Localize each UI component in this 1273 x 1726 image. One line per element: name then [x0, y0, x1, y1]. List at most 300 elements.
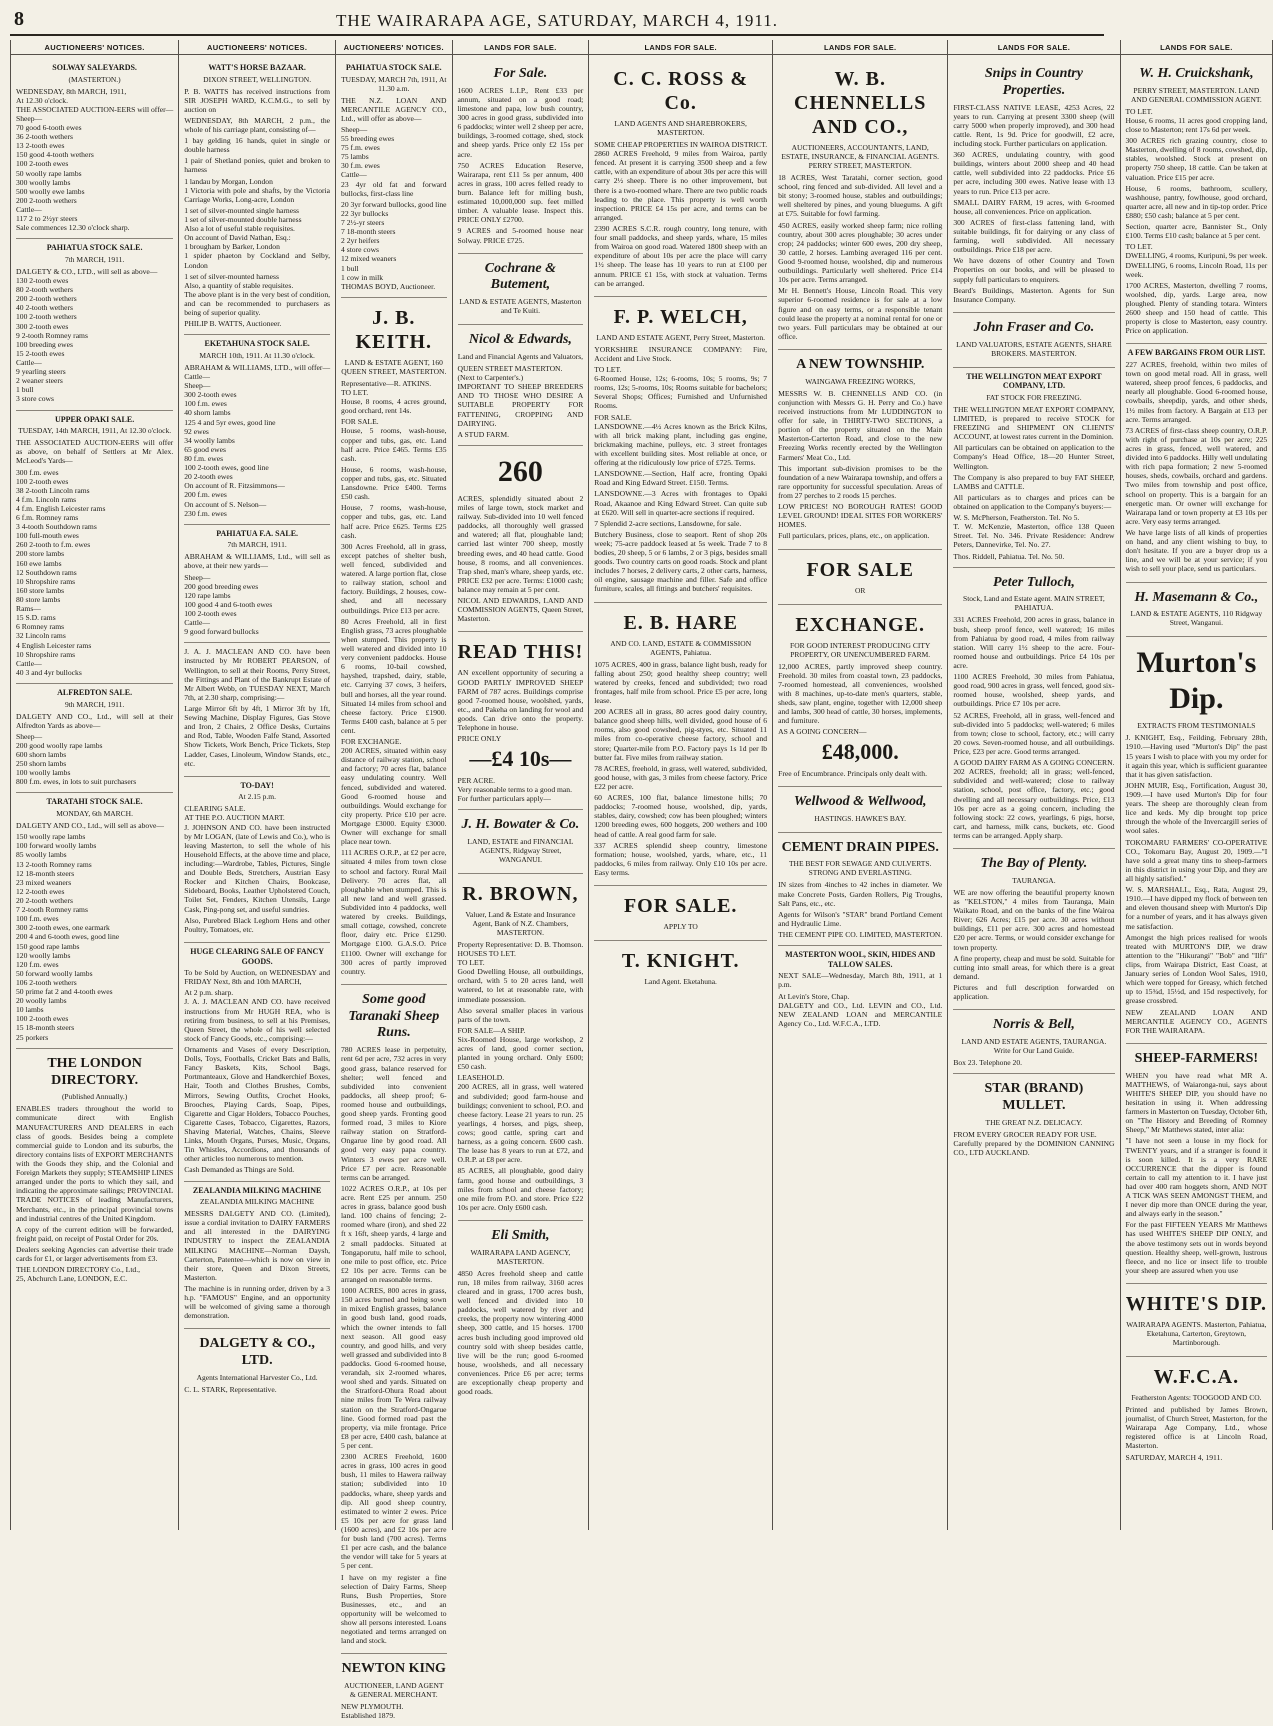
advertisement — [778, 946, 942, 1036]
ad-text: 80 2-tooth wethers — [16, 285, 173, 294]
ad-text: 250 shorn lambs — [16, 759, 173, 768]
ad-text: 12 18-month steers — [16, 869, 173, 878]
ad-text: 7 18-month steers — [341, 227, 446, 236]
ad-text: 1 landau by Morgan, London — [184, 177, 330, 186]
ad-subheading: TAURANGA. — [953, 876, 1114, 885]
ad-subheading: MARCH 10th, 1911. At 11.30 o'clock. — [184, 351, 330, 360]
ad-subheading: Land Agent. Eketahuna. — [594, 977, 767, 986]
advertisement — [16, 411, 173, 684]
advertisement — [594, 297, 767, 603]
ad-text: 50 woolly rape lambs — [16, 169, 173, 178]
advertisement — [341, 985, 446, 1655]
ad-text: 6 Romney rams — [16, 622, 173, 631]
ad-text: 200 4 and 6-tooth ewes, good line — [16, 932, 173, 941]
ad-text: Cattle— — [16, 659, 173, 668]
ad-text: AN excellent opportunity of securing a GOOD PARTLY IMPROVED SHEEP FARM of 787 acres. Buildings comprise good 7-roomed house, woolshed, yards, etc., and Pakeha on landing for wool and goods. Can drive onto the property. Telephone in house. — [458, 668, 584, 732]
ad-text: 100 good 4 and 6-tooth ewes — [184, 600, 330, 609]
ad-text: 85 woolly lambs — [16, 850, 173, 859]
ad-text: 1 Victoria with pole and shafts, by the Victoria Carriage Works, Long-acre, London — [184, 186, 330, 204]
ad-text: House, 7 rooms, wash-house, copper and tubs, gas, etc. Land half acre. Price £625. Terms £25 cash. — [341, 503, 446, 539]
ad-text: £48,000. — [778, 739, 942, 765]
ad-text: FIRST-CLASS NATIVE LEASE, 4253 Acres, 22 years to run. Carrying at present 3300 sheep (will carry 5000 when properly improved), and 300 head cattle. Rent, 1s 9d. Price for goodwill, £2 acre, including stock. Further particulars on application. — [953, 103, 1114, 149]
ad-text: MESSRS W. B. CHENNELLS AND CO. (in conjunction with Messrs G. H. Perry and Co.) have received instructions from Mr LUDDINGTON to offer for sale, in THIRTY-TWO SECTIONS, a portion of the property situated on the Main Masterton-Carterton Road, and close to the new Freezing Works recently erected by the Wellington Farmers' Meat Co., Ltd. — [778, 389, 942, 462]
ad-text: 3 store cows — [16, 394, 173, 403]
ad-text: 1 cow in milk — [341, 273, 446, 282]
ad-text: 55 breeding ewes — [341, 134, 446, 143]
ad-text: 6 f.m. Romney rams — [16, 513, 173, 522]
ad-text: Representative—R. ATKINS. — [341, 379, 446, 388]
ad-text: 130 2-tooth ewes — [16, 276, 173, 285]
ad-text: Sheep— — [184, 573, 330, 582]
ad-text: 100 full-mouth ewes — [16, 531, 173, 540]
ad-text: Agents for Wilson's "STAR" brand Portland Cement and Hydraulic Lime. — [778, 910, 942, 928]
ad-text: 100 f.m. ewes — [184, 399, 330, 408]
ad-text: Sheep— — [16, 114, 173, 123]
ad-text: 750 ACRES Education Reserve, Wairarapa, rent £11 5s per annum, 400 acres in grass, 100 acres felled ready to burn. Balance left for milling bush, estimated 10,000,000 sup. feet milled timber. A valuable lease. Inspect this. PRICE ONLY £2700. — [458, 161, 584, 225]
column-header: LANDS FOR SALE. — [773, 40, 947, 55]
ad-text: TO LET. — [1126, 107, 1268, 116]
ad-text: 20 2-tooth wethers — [16, 896, 173, 905]
advertisement — [184, 777, 330, 943]
ad-text: 100 2-tooth ewes — [16, 477, 173, 486]
ad-heading: PAHIATUA STOCK SALE. — [341, 63, 446, 73]
ad-text: Carefully prepared by the DOMINION CANNING CO., LTD AUCKLAND. — [953, 1139, 1114, 1157]
ad-text: 60 ACRES, 100 flat, balance limestone hills; 70 paddocks; 7-roomed house, woolshed, dip, yards, stables, dairy, cowshed; cow has been ploughed; winters 1200 breeding ewes, 600 hoggets, 200 wethers and 100 head of cattle. A real good farm for sale. — [594, 793, 767, 839]
ad-text: 200 ACRES, situated within easy distance of railway station, school and factory; 70 acres flat, balance easy undulating country. Well fenced, subdivided and watered. Good 6-roomed house and outbuildings. Would exchange for city property. Price £10 per acre. Mortgage £3000. Equity £3000. Owner will exchange for small place near town. — [341, 746, 446, 846]
ad-text: WHEN you have read what MR A. MATTHEWS, of Waiaronga-nui, says about WHITE'S SHEEP DIP, you should have no hesitation in using it. When addressing farmers in Masterton on Tuesday, October 6th, on "The History and Breeding of Romney Sheep," Mr Matthews stated, inter alia: — [1126, 1071, 1268, 1135]
ad-subheading: WAIRARAPA AGENTS. Masterton, Pahiatua, Eketahuna, Carterton, Greytown, Martinborough. — [1126, 1320, 1268, 1347]
ad-text: Sheep— — [341, 125, 446, 134]
ad-text: 1022 ACRES O.R.P., at 10s per acre. Rent £25 per annum. 250 acres in grass, balance good bush land. 100 chains of fencing; 2-roomed whare (iron), and shed 22 ft x 16ft, sheep yards, 4 large and 2 small paddocks. Situated at Tongaporutu, half mile to school, one mile to post office, etc. Price £2 10s per acre. Terms can be arranged on reasonable terms. — [341, 1184, 446, 1284]
ad-text: On account of David Nathan, Esq.: — [184, 233, 330, 242]
ad-text: TO LET. — [1126, 242, 1268, 251]
ad-text: 15 S.D. rams — [16, 613, 173, 622]
ad-text: 23 mixed weaners — [16, 878, 173, 887]
ad-text: 100 woolly lambs — [16, 768, 173, 777]
ad-text: ENABLES traders throughout the world to communicate direct with English MANUFACTURERS AND DEALERS in each class of goods. Besides being a complete commercial guide to London and its suburbs, the directory contains lists of EXPORT MERCHANTS with the Goods they ship, and the Colonial and Foreign Markets they supply; STEAMSHIP LINES arranged under the ports to which they sail, and indicating the approximate sailings; PROVINCIAL TRADE NOTICES of leading Manufacturers, Merchants, etc., in the principal provincial towns and industrial centres of the United Kingdom. — [16, 1104, 173, 1222]
ad-text: 1075 ACRES, 400 in grass, balance light bush, ready for falling about 250; good healthy sheep country; well watered by creeks, fenced and subdivided; two road frontages, half mile from school. Price £5 per acre, long lease. — [594, 660, 767, 706]
advertisement — [594, 941, 767, 995]
ad-text: 600 shorn lambs — [16, 750, 173, 759]
ad-text: Section, quarter acre, Bannister St., Only £100. Terms £10 cash; balance at 5 per cent. — [1126, 222, 1268, 240]
ad-text: 1 bull — [341, 264, 446, 273]
ad-text: Sale commences 12.30 o'clock sharp. — [16, 223, 173, 232]
ad-text: 2860 ACRES Freehold, 9 miles from Wairoa, partly fenced. At present it is carrying 3500 sheep and a few cattle, with an expenditure of about 30s per acre this will carry 2½ sheep. There is no other improvement, but there is a two-roomed whare. There are two public roads leading to the place. This property is well worth inspection. PRICE £4 15s per acre, and terms can be arranged. — [594, 149, 767, 222]
ad-text: SMALL DAIRY FARM, 19 acres, with 6-roomed house, all conveniences. Price on application. — [953, 198, 1114, 216]
advertisement — [1126, 59, 1268, 344]
ad-text: 15 18-month steers — [16, 1023, 173, 1032]
ad-subheading: LAND AGENTS AND SHAREBROKERS, MASTERTON. — [594, 119, 767, 137]
ad-text: IMPORTANT TO SHEEP BREEDERS AND TO THOSE WHO DESIRE A SUITABLE PROPERTY FOR FATTENING, CROPPING AND DAIRYING. — [458, 382, 584, 428]
advertisement — [1126, 344, 1268, 582]
ad-text: This important sub-division promises to be the foundation of a new Wairarapa township, and offers a rare opportunity for successful speculation. Areas of from 27 perches to 2 roods 15 perches. — [778, 464, 942, 500]
ad-text: 4850 Acres freehold sheep and cattle run, 18 miles from railway, 3160 acres cleared and in grass, 1700 acres bush, well fenced and divided into 10 paddocks, well watered by river and creeks, the property now wintering 4000 sheep, 300 cattle, and 15 horses. 1700 acres bush including good improved old country sold with sheep besides cattle, live will be the run; good 6-roomed house, woolsheds, and all necessary conveniences. Price £6 per acre; terms are exceptionally cheap property and good roads. — [458, 1269, 584, 1397]
advertisement — [341, 1654, 446, 1726]
ad-text: 13 2-tooth ewes — [16, 141, 173, 150]
ad-text: 10 lambs — [16, 1005, 173, 1014]
ad-text: 200 good woolly rape lambs — [16, 741, 173, 750]
ad-text: House, 8 rooms, 4 acres ground, good orchard, rent 14s. — [341, 397, 446, 415]
ad-text: P. B. WATTS has received instructions from SIR JOSEPH WARD, K.C.M.G., to sell by auction on — [184, 87, 330, 114]
advertisement — [458, 1221, 584, 1404]
column-7 — [948, 40, 1120, 1530]
ad-text: Large Mirror 6ft by 4ft, 1 Mirror 3ft by 1ft, Sewing Machine, Display Figures, Gas Stove and Iron, 2 Chairs, 2 Office Desks, Curtains and Rod, Table, Wooden Falfe Stand, Assorted Show Tickets, Work Bench, Price Tickets, Step Ladder, Cases, Linoleum, Window Stands, etc., etc. — [184, 704, 330, 768]
ad-subheading: LAND AND ESTATE AGENTS, TAURANGA. Write for Our Land Guide. — [953, 1037, 1114, 1055]
ad-subheading: AUCTIONEER, LAND AGENT & GENERAL MERCHANT. — [341, 1681, 446, 1699]
ad-text: THE ASSOCIATED AUCTION-EERS will offer— — [16, 105, 173, 114]
ad-text: 800 f.m. ewes, in lots to suit purchasers — [16, 777, 173, 786]
ad-text: HOUSES TO LET. — [458, 949, 584, 958]
ad-text: THE ASSOCIATED AUCTION-EERS will offer as above, on behalf of Settlers at Mr Alex. McLeod's Yards— — [16, 438, 173, 465]
page-number: 8 — [14, 8, 54, 31]
ad-text: SATURDAY, MARCH 4, 1911. — [1126, 1453, 1268, 1462]
ad-text: SOME CHEAP PROPERTIES IN WAIROA DISTRICT. — [594, 140, 767, 149]
ad-text: 9 good forward bullocks — [184, 627, 330, 636]
ad-heading: THE LONDON DIRECTORY. — [16, 1056, 173, 1090]
ad-subheading: APPLY TO — [594, 922, 767, 931]
ad-text: LOW PRICES! NO BOROUGH RATES! GOOD LEVEL GROUND! IDEAL SITES FOR WORKERS' HOMES. — [778, 502, 942, 529]
advertisement — [341, 59, 446, 298]
advertisement — [1126, 1357, 1268, 1468]
ad-text: 7 Splendid 2-acre sections, Lansdowne, for sale. — [594, 519, 767, 528]
ad-text: PHILIP B. WATTS, Auctioneer. — [184, 319, 330, 328]
ad-heading: DALGETY & CO., LTD. — [184, 1336, 330, 1370]
ad-text: 200 ACRES all in grass, 80 acres good dairy country, balance good sheep hills, well divided, good house of 6 rooms, also good cowshed, pig-styes, etc. Situated 11 miles from co-operative cheese factory, school and store; Quarter-mile from P.O. Factory pays 1s 1d per lb butter fat. Five miles from railway station. — [594, 707, 767, 762]
advertisement — [778, 59, 942, 350]
ad-text: 100 f.m. ewes — [16, 914, 173, 923]
ad-text: NEW ZEALAND LOAN AND MERCANTILE AGENCY CO., AGENTS FOR THE WAIRARAPA. — [1126, 1008, 1268, 1035]
ad-text: 1 set of silver-mounted double harness — [184, 215, 330, 224]
ad-heading: Murton's Dip. — [1126, 645, 1268, 717]
ad-text: THE WELLINGTON MEAT EXPORT COMPANY, LIMITED, is prepared to receive STOCK for FREEZING and SHIPMENT ON CLIENTS' ACCOUNT, at lowest rates current in the Dominion. — [953, 405, 1114, 441]
ad-heading: FOR SALE — [778, 558, 942, 582]
ad-text: For further particulars apply— — [458, 794, 584, 803]
ad-text: Also several smaller places in various parts of the town. — [458, 1006, 584, 1024]
ad-text: CLEARING SALE. — [184, 804, 330, 813]
ad-heading: T. KNIGHT. — [594, 949, 767, 973]
ad-text: 2 2yr heifers — [341, 236, 446, 245]
advertisement — [458, 446, 584, 633]
ad-text: Butchery Business, close to seaport. Rent of shop 20s week; 75-acre paddock leased at 5s week. Trade 7 to 8 bodies, 20 sheep, 5 or 6 lambs, 2 or 3 pigs, besides small goods. Two country carts on good roads. Stock and plant includes 7 horses, 2 delivery carts, 2 other carts, harness, oil engine, sausage machine and filler. Safe and office furniture, scales, all fittings and butchers' requisites. — [594, 530, 767, 594]
ad-text: A fine property, cheap and must be sold. Suitable for cutting into small areas, for which there is a great demand. — [953, 954, 1114, 981]
ad-text: We have dozens of other Country and Town Properties on our books, and will be pleased to supply full particulars to enquirers. — [953, 256, 1114, 283]
ad-heading: A FEW BARGAINS FROM OUR LIST. — [1126, 348, 1268, 358]
column-header: LANDS FOR SALE. — [453, 40, 589, 55]
column-1 — [11, 40, 179, 1530]
ad-heading: John Fraser and Co. — [953, 320, 1114, 337]
ad-text: 1 brougham by Barker, London — [184, 242, 330, 251]
ad-text: 12 mixed weaners — [341, 254, 446, 263]
ad-text: 70 good 6-tooth ewes — [16, 123, 173, 132]
advertisement — [778, 833, 942, 946]
ad-text: 300 2-tooth ewes, one earmark — [16, 923, 173, 932]
ad-text: 7 2-tooth Romney rams — [16, 905, 173, 914]
ad-text: DWELLING, 4 rooms, Kuripuni, 9s per week. — [1126, 251, 1268, 260]
ad-text: Ornaments and Vases of every Description, Dolls, Toys, Footballs, Cricket Bats and Balls, Fancy Baskets, Kits, School Bags, Portmanteaux, Glove and Handkerchief Boxes, Hair, Tooth and Clothes Brushes, Combs, Mirrors, Sewing Outfits, Crochet Hooks, Brooches, Playing Cards, Soap, Pipes, Cigarette and Cigar Holders, Tobacco Pouches, Cigarette Cases, Tobacco, Cigarettes, Razors, Shaving Material, Watches, Chains, Sleeve Links, Mouth Organs, Purses, Music, Organs, Tin Whistles, Accordions, and thousands of other articles too numerous to mention. — [184, 1045, 330, 1163]
ad-text: 200 2-tooth wethers — [16, 294, 173, 303]
ad-text: To be Sold by Auction, on WEDNESDAY and FRIDAY Next, 8th and 10th MARCH, — [184, 968, 330, 986]
ad-text: All particulars can be obtained on application to the Company's Head Office, 18—20 Hunter Street, Wellington. — [953, 443, 1114, 470]
ad-heading: WHITE'S DIP. — [1126, 1292, 1268, 1316]
masthead — [10, 10, 1104, 36]
ad-text: ABRAHAM & WILLIAMS, Ltd., will sell as above, at their new yards— — [184, 552, 330, 570]
advertisement — [184, 1182, 330, 1330]
ad-text: T. W. McKenzie, Masterton, office 138 Queen Street. Tel. No. 346. Private Residence: Andrew Peters, Dannevirke, Tel. No. 27. — [953, 522, 1114, 549]
ad-text: 227 ACRES, freehold, within two miles of town on good metal road. All in grass, well watered, sheep proof fences, 6 paddocks, and nearly all ploughable. Good 6-roomed house, cowbails, sheepdip, yards, and other sheds, 1½ miles from factory. A Bargain at £13 per acre. Terms arranged. — [1126, 360, 1268, 424]
ad-text: ACRES, splendidly situated about 2 miles of large town, stock market and railway. Sub-divided into 10 well fenced paddocks, all thoroughly well grassed and watered; all flat, ploughable land; carried last winter 700 sheep, mostly breeding ewes, and 40 head cattle. Good house, 8 rooms, and all conveniences. Trap shed, man's whare, sheep yards, etc. PRICE £32 per acre. Terms: £1000 cash; balance may remain at 5 per cent. — [458, 494, 584, 594]
ad-text: 120 rape lambs — [184, 591, 330, 600]
ad-text: 65 good ewes — [184, 445, 330, 454]
ad-heading: A NEW TOWNSHIP. — [778, 357, 942, 374]
ad-text: 25, Abchurch Lane, LONDON, E.C. — [16, 1274, 173, 1283]
ad-text: DWELLING, 6 rooms, Lincoln Road, 11s per week. — [1126, 261, 1268, 279]
ad-text: At 2 p.m. sharp. — [184, 988, 330, 997]
ad-subheading: Featherston Agents: TOOGOOD AND CO. — [1126, 1393, 1268, 1402]
ad-heading: WATT'S HORSE BAZAAR. — [184, 63, 330, 73]
ad-text: WEDNESDAY, 8th MARCH, 2 p.m., the whole of his carriage plant, consisting of— — [184, 116, 330, 134]
ad-subheading: (Published Annually.) — [16, 1092, 173, 1101]
column-header: LANDS FOR SALE. — [589, 40, 772, 55]
column-header: AUCTIONEERS' NOTICES. — [179, 40, 335, 55]
ad-subheading: TUESDAY, MARCH 7th, 1911, At 11.30 a.m. — [341, 75, 446, 93]
ad-heading: UPPER OPAKI SALE. — [16, 415, 173, 425]
ad-text: 78 ACRES, freehold, in grass, well watered, subdivided, good house, with gas, 3 miles from cheese factory. Price £22 per acre. — [594, 764, 767, 791]
ad-text: 300 2-tooth ewes — [16, 322, 173, 331]
ad-text: 13 2-tooth Romney rams — [16, 860, 173, 869]
ad-text: 300 woolly lambs — [16, 178, 173, 187]
ad-heading: ALFREDTON SALE. — [16, 688, 173, 698]
ad-text: 3 4-tooth Southdown rams — [16, 522, 173, 531]
ad-text: 40 3 and 4yr bullocks — [16, 668, 173, 677]
ad-heading: CEMENT DRAIN PIPES. — [778, 840, 942, 857]
ad-text: 117 2 to 2½yr steers — [16, 214, 173, 223]
ad-text: 4 English Leicester rams — [16, 641, 173, 650]
ad-heading: F. P. WELCH, — [594, 305, 767, 329]
column-2 — [179, 40, 336, 1530]
ad-text: —£4 10s— — [458, 746, 584, 772]
ad-subheading: (MASTERTON.) — [16, 75, 173, 84]
ad-text: NICOL AND EDWARDS, LAND AND COMMISSION AGENTS, Queen Street, Masterton. — [458, 596, 584, 623]
advertisement — [1126, 1284, 1268, 1357]
advertisement — [953, 59, 1114, 313]
advertisement — [16, 59, 173, 239]
ad-text: 106 2-tooth wethers — [16, 978, 173, 987]
ad-text: 80 Acres Freehold, all in first English grass, 73 acres ploughable when stumped. This property is well watered and divided into 10 very convenient paddocks. House 6 rooms, 10-bail cowshed, hayshed, trapshed, dairy, stable, etc. Carrying 37 cows, 3 heifers, bull and horses, all the year round. Situated 14 miles from school and cheese factory. Price £1900. Terms £400 cash, balance at 5 per cent. — [341, 617, 446, 735]
ad-text: 92 ewes — [184, 427, 330, 436]
ad-text: 150 good rape lambs — [16, 942, 173, 951]
ad-text: 40 2-tooth wethers — [16, 303, 173, 312]
ad-heading: For Sale. — [458, 66, 584, 83]
column-4 — [453, 40, 590, 1530]
ad-subheading: LAND & ESTATE AGENTS, Masterton and Te Kuiti. — [458, 297, 584, 315]
ad-text: 200 2-tooth wethers — [16, 196, 173, 205]
advertisement — [594, 59, 767, 297]
ad-text: 1 bull — [16, 385, 173, 394]
ad-text: 50 forward woolly lambs — [16, 969, 173, 978]
ad-subheading: THE GREAT N.Z. DELICACY. — [953, 1118, 1114, 1127]
ad-text: 360 ACRES, undulating country, with good buildings, winters about 2000 sheep and 40 head cattle, well subdivided into 22 paddocks. Price £6 per acre, including 300 ewes. Native lease with 13 years to run. Price £13 per acre. — [953, 150, 1114, 196]
ad-text: 10 Shropshire rams — [16, 577, 173, 586]
ad-text: 150 good 4-tooth wethers — [16, 150, 173, 159]
ad-heading: 260 — [458, 454, 584, 490]
ad-text: LANSDOWNE.—3 Acres with frontages to Opaki Road, Akaanoe and King Edward Street. Can quite sub at £620. Will sell in quarter-acre sections if required. — [594, 489, 767, 516]
ad-text: FOR SALE. — [341, 417, 446, 426]
column-3 — [336, 40, 452, 1530]
ad-text: THE LONDON DIRECTORY Co., Ltd., — [16, 1265, 173, 1274]
advertisement — [184, 1329, 330, 1400]
ad-text: WEDNESDAY, 8th MARCH, 1911, — [16, 87, 173, 96]
ad-text: DALGETY AND CO., Ltd., will sell at their Alfredton Yards as above— — [16, 712, 173, 730]
ad-text: W. S. McPherson, Featherston. Tel. No 5. — [953, 513, 1114, 522]
ad-text: Printed and published by James Brown, journalist, of Church Street, Masterton, for the Wairarapa Age Company, Ltd., whose registered office is at Lincoln Road, Masterton. — [1126, 1405, 1268, 1451]
ad-text: NEW PLYMOUTH. — [341, 1702, 446, 1711]
ad-text: 25 porkers — [16, 1033, 173, 1042]
ad-text: 9 yearling steers — [16, 367, 173, 376]
ad-subheading: DIXON STREET, WELLINGTON. — [184, 75, 330, 84]
ad-heading: HUGE CLEARING SALE OF FANCY GOODS. — [184, 947, 330, 966]
ad-text: Rams— — [16, 604, 173, 613]
ad-text: 4 store cows — [341, 245, 446, 254]
ad-text: 1700 ACRES, Masterton, dwelling 7 rooms, woolshed, dip, yards. Large area, now ploughed. Plenty of standing totara. Winters 2600 sheep and 150 head of cattle. This property is close to Masterton, easy country. Price on application. — [1126, 281, 1268, 336]
ad-text: 52 ACRES, Freehold, all in grass, well-fenced and sub-divided into 5 paddocks; well-watered; 6 miles from town; close to school, factory, etc.; will carry 20 cows. Seven-roomed house, and all outbuildings. Price, £23 per acre. Good terms arranged. — [953, 711, 1114, 757]
ad-text: 9 ACRES and 5-roomed house near Solway. PRICE £725. — [458, 226, 584, 244]
ad-text: Also, a quantity of stable requisites. — [184, 281, 330, 290]
ad-text: 111 ACRES O.R.P., at £2 per acre, situated 4 miles from town close to school and factory. Rural Mail Delivery. 70 acres flat, all ploughable when stumped. This is all new land and well grassed. Subdivided into 4 paddocks, well watered by creeks. Buildings, small cottage, cowshed, concrete floor, dairy etc. Price £1290. Mortgage £100. G.A.S.O. Price £1100. Owner will exchange for 300 acres of partly improved country. — [341, 848, 446, 976]
ad-heading: PAHIATUA F.A. SALE. — [184, 529, 330, 539]
newspaper-columns — [10, 40, 1104, 1530]
ad-text: Six-Roomed House, large workshop, 2 acres of land, good corner section, planted in young orchard. Only £600; £50 cash. — [458, 1035, 584, 1071]
ad-heading: Cochrane & Butement, — [458, 261, 584, 295]
ad-text: 100 2-tooth ewes, good line — [184, 463, 330, 472]
column-6 — [773, 40, 948, 1530]
advertisement — [594, 886, 767, 941]
ad-heading: W. B. CHENNELLS AND CO., — [778, 67, 942, 139]
ad-text: 1 pair of Shetland ponies, quiet and broken to harness — [184, 156, 330, 174]
ad-text: Very reasonable terms to a good man. — [458, 785, 584, 794]
ad-text: On account of S. Nelson— — [184, 500, 330, 509]
ad-text: Good Dwelling House, all outbuildings, orchard, with 5 to 20 acres land, well watered, to let at reasonable rate, with immediate possession. — [458, 967, 584, 1003]
ad-text: 331 ACRES Freehold, 200 acres in grass, balance in bush, sheep proof fence, well watered; 16 miles from Pahiatua by good road, 4 miles from railway station. Will carry 1½ sheep to the acre. Four-roomed house and outbuildings. Price £4 10s per acre. — [953, 615, 1114, 670]
ad-text: 20 2-tooth ewes — [184, 472, 330, 481]
ad-text: TO LET. — [594, 365, 767, 374]
column-header: LANDS FOR SALE. — [1121, 40, 1273, 55]
ad-text: J. A. J. MACLEAN AND CO. have been instructed by Mr ROBERT PEARSON, of Wellington, to sell at their Rooms, Perry Street, the Fittings and Plant of the Bankrupt Estate of Mr Albert Webb, on TUESDAY NEXT, March 7th, at 2.30 sharp, comprising:— — [184, 647, 330, 702]
ad-text: 50 prime fat 2 and 4-tooth ewes — [16, 987, 173, 996]
advertisement — [184, 643, 330, 776]
advertisement — [953, 1010, 1114, 1074]
advertisement — [458, 632, 584, 810]
ad-text: 260 2-tooth to f.m. ewes — [16, 540, 173, 549]
ad-text: 20 3yr forward bullocks, good line — [341, 200, 446, 209]
ad-text: FOR SALE. — [594, 413, 767, 422]
advertisement — [458, 59, 584, 254]
ad-text: Cash Demanded as Things are Sold. — [184, 1165, 330, 1174]
ad-heading: Snips in Country Properties. — [953, 66, 1114, 100]
ad-text: All particulars as to charges and prices can be obtained on application to the Company's buyers:— — [953, 493, 1114, 511]
ad-text: PRICE ONLY — [458, 734, 584, 743]
advertisement — [458, 810, 584, 874]
ad-subheading: TUESDAY, 14th MARCH, 1911, At 12.30 o'clock. — [16, 426, 173, 435]
ad-subheading: WAINGAWA FREEZING WORKS, — [778, 377, 942, 386]
newspaper-title: THE WAIRARAPA AGE, SATURDAY, MARCH 4, 1911. — [54, 11, 1060, 31]
ad-text: I have on my register a fine selection of Dairy Farms, Sheep Runs, Bush Properties, Store Businesses, etc., and an opportunity will be welcomed to show all persons interested. Loans negotiated and terms arranged on land and stock. — [341, 1573, 446, 1646]
ad-heading: J. H. Bowater & Co. — [458, 817, 584, 834]
ad-subheading: ZEALANDIA MILKING MACHINE — [184, 1197, 330, 1206]
ad-heading: W.F.C.A. — [1126, 1365, 1268, 1389]
ad-text: 150 woolly rape lambs — [16, 832, 173, 841]
ad-text: 120 woolly lambs — [16, 951, 173, 960]
ad-text: Amongst the high prices realised for wools treated with MURTON'S DIP, we draw attention to the "Hikurangi" "Bob" and "Ilfi" clips, from Wairapa District, East Coast, at January series of London Wool Sales, 1910, which were topped for Greasy, which fetched up to 15¾d, 15½d, and 15d respectively, for grease crossbred. — [1126, 933, 1268, 1006]
column-header: AUCTIONEERS' NOTICES. — [11, 40, 178, 55]
ad-text: FOR SALE—A SHIP. — [458, 1026, 584, 1035]
ad-text: 1 spider phaeton by Cockland and Selby, London — [184, 251, 330, 269]
ad-text: 780 ACRES lease in perpetuity, rent 6d per acre, 732 acres in very good grass, balance reserved for shelter; well fenced and subdivided into convenient paddocks, all sheep proof; 6-roomed house and outbuildings, good sheep yards. Fronting good formed road, 3 miles to Kiore railway station on Stratford-Ongarue line by good road. All good very easy papa country. Winters 3 ewes per acre well. Price £7 per acre. Reasonable terms can be arranged. — [341, 1045, 446, 1182]
ad-heading: H. Masemann & Co., — [1126, 590, 1268, 607]
ad-subheading: 7th MARCH, 1911. — [16, 255, 173, 264]
ad-heading: Norris & Bell, — [953, 1017, 1114, 1034]
ad-text: 2 weaner steers — [16, 376, 173, 385]
ad-heading: SOLWAY SALEYARDS. — [16, 63, 173, 73]
ad-subheading: FOR GOOD INTEREST PRODUCING CITY PROPERTY, OR UNENCUMBERED FARM. — [778, 641, 942, 659]
ad-text: 32 Lincoln rams — [16, 631, 173, 640]
ad-text: Box 23. Telephone 20. — [953, 1058, 1114, 1067]
ad-text: The Company is also prepared to buy FAT SHEEP, LAMBS and CATTLE. — [953, 473, 1114, 491]
ad-text: FOR EXCHANGE. — [341, 737, 446, 746]
ad-subheading: HASTINGS. HAWKE'S BAY. — [778, 814, 942, 823]
ad-heading: NEWTON KING — [341, 1661, 446, 1678]
ad-text: 125 4 and 5yr ewes, good line — [184, 418, 330, 427]
ad-text: 300 ACRES of first-class fattening land, with suitable buildings, fit for dairying or any class of farming, well subdivided. All necessary outbuildings. Price £18 per acre. — [953, 218, 1114, 254]
ad-text: THOMAS BOYD, Auctioneer. — [341, 282, 446, 291]
ad-text: 18 ACRES, West Taratahi, corner section, good school, ring fenced and sub-divided. All level and a bit stony; 3-roomed house, stables and outbuildings; well sheltered by pines, and young bluegums. A gift at £75. Suitable for fowl farming. — [778, 173, 942, 219]
ad-text: 500 woolly ewe lambs — [16, 187, 173, 196]
ad-text: AT THE P.O. AUCTION MART. — [184, 813, 330, 822]
ad-subheading: AUCTIONEERS, ACCOUNTANTS, LAND, ESTATE, INSURANCE, & FINANCIAL AGENTS. PERRY STREET, MASTERTON. — [778, 143, 942, 170]
ad-text: Sheep— — [184, 381, 330, 390]
ad-subheading: At 2.15 p.m. — [184, 792, 330, 801]
ad-subheading: Agents International Harvester Co., Ltd. — [184, 1373, 330, 1382]
ad-text: For the past FIFTEEN YEARS Mr Matthews has used WHITE'S SHEEP DIP ONLY, and the above testimony sets out in words beyond question. Healthy sheep, well-grown, lustrous fleece, and no lice or insect life to trouble your sheep are assured when you use — [1126, 1220, 1268, 1275]
ad-text: 300 2-tooth ewes — [184, 390, 330, 399]
ad-subheading: LAND VALUATORS, ESTATE AGENTS, SHARE BROKERS. MASTERTON. — [953, 340, 1114, 358]
ad-heading: EXCHANGE. — [778, 613, 942, 637]
ad-text: TOKOMARU FARMERS' CO-OPERATIVE CO., Tokomaru Bay, August 20, 1909.—"I have sold a great many tins to sheep-farmers in this district in using your Dip, and they are all highly satisfied." — [1126, 838, 1268, 884]
ad-text: The above plant is in the very best of condition, and can be recommended to purchasers as being of superior quality. — [184, 290, 330, 317]
ad-text: Full particulars, prices, plans, etc., on application. — [778, 531, 942, 540]
ad-text: 7 2½-yr steers — [341, 218, 446, 227]
ad-text: 38 2-tooth Lincoln rams — [16, 486, 173, 495]
ad-text: J. KNIGHT, Esq., Feilding, February 28th, 1910.—Having used "Murton's Dip" the past 15 years I wish to place with you my order for it again this year, which is sufficient guarantee that it has given satisfaction. — [1126, 733, 1268, 779]
advertisement — [778, 787, 942, 833]
ad-subheading: 7th MARCH, 1911. — [184, 540, 330, 549]
ad-text: 100 2-tooth ewes — [16, 159, 173, 168]
ad-text: Property Representative: D. B. Thomson. — [458, 940, 584, 949]
ad-text: 100 2-tooth ewes — [184, 609, 330, 618]
ad-heading: Eli Smith, — [458, 1228, 584, 1245]
ad-text: Cattle— — [16, 205, 173, 214]
column-5 — [589, 40, 773, 1530]
ad-text: 22 3yr bullocks — [341, 209, 446, 218]
ad-text: House, 6 rooms, 11 acres good cropping land, close to Masterton; rent 17s 6d per week. — [1126, 116, 1268, 134]
ad-text: 100 2-tooth wethers — [16, 312, 173, 321]
ad-text: 160 store lambs — [16, 586, 173, 595]
ad-subheading: MONDAY, 6th MARCH. — [16, 809, 173, 818]
ad-text: 34 woolly lambs — [184, 436, 330, 445]
column-header: AUCTIONEERS' NOTICES. — [336, 40, 451, 55]
advertisement — [778, 550, 942, 605]
ad-text: LANSDOWNE.—Section, Half acre, fronting Opaki Road and King Edward Street. £150. Terms. — [594, 469, 767, 487]
ad-heading: SHEEP-FARMERS! — [1126, 1051, 1268, 1068]
